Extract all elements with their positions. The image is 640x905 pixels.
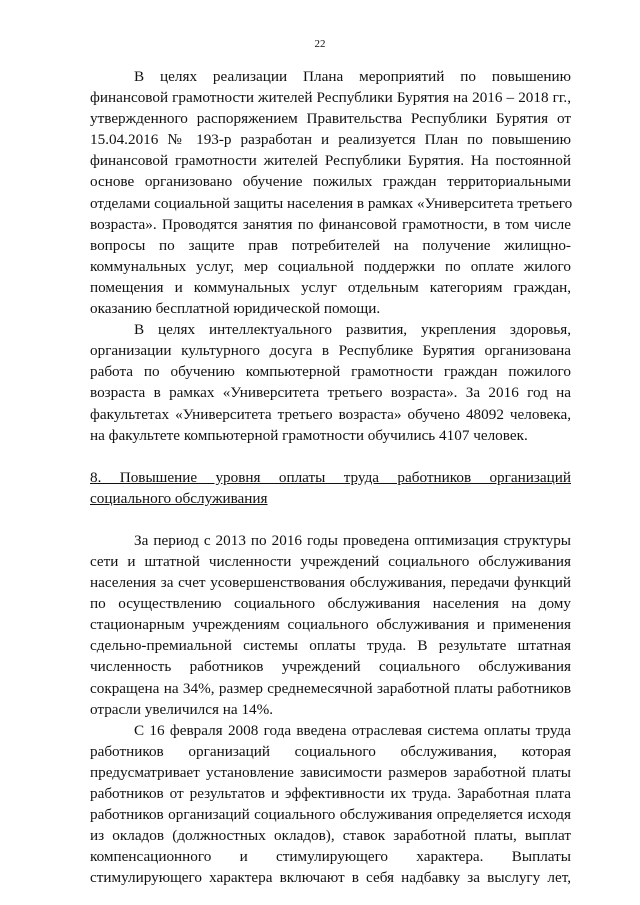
text-line: За период с 2013 по 2016 годы проведена оптимизация структуры: [134, 531, 571, 549]
page-number: 22: [314, 38, 326, 50]
text-line: из окладов (должностных окладов), ставок заработной платы, выплат: [90, 827, 571, 845]
text-line: В целях реализации Плана мероприятий по повышению: [134, 68, 571, 85]
text-line: коммунальных услуг, мер социальной поддержки по оплате жилого: [90, 257, 571, 275]
heading-line: 8. Повышение уровня оплаты труда работников организаций: [90, 468, 571, 486]
text-line: по осуществлению социального обслуживания населения на дому: [90, 595, 571, 613]
text-line: работников от результатов и эффективности их труда. Заработная плата: [90, 785, 571, 802]
text-line: компенсационного и стимулирующего характера. Выплаты: [90, 848, 571, 866]
paragraph-computer-literacy: [90, 319, 571, 446]
text-line: отделами социальной защиты населения в рамках «Университета третьего: [90, 194, 573, 212]
text-line: стационарным учреждениям социального обслуживания и применения: [90, 616, 571, 634]
paragraph-wage-system: [90, 720, 571, 889]
section-heading: [90, 467, 571, 509]
text-line: основе организовано обучение пожилых граждан территориальными: [90, 173, 571, 191]
text-line: факультетах «Университета третьего возраста» обучено 48092 человека,: [90, 405, 571, 423]
text-line: финансовой грамотности жителей Республики Бурятия. На постоянной: [90, 152, 571, 170]
text-line: С 16 февраля 2008 года введена отраслевая система оплаты труда: [134, 721, 571, 739]
text-line: сети и штатной численности учреждений социального обслуживания: [90, 552, 571, 570]
heading-line: социального обслуживания: [90, 489, 268, 507]
text-line: 15.04.2016 № 193-р разработан и реализуется План по повышению: [90, 131, 571, 149]
text-line: возраста». Проводятся занятия по финансовой грамотности, в том числе: [90, 215, 571, 233]
text-line: населения за счет усовершенствования обслуживания, передачи функций: [90, 574, 571, 592]
text-line: оказанию бесплатной юридической помощи.: [90, 300, 381, 318]
text-line: В целях интеллектуального развития, укрепления здоровья,: [134, 321, 571, 339]
document-body: [90, 66, 571, 888]
text-line: предусматривает установление зависимости размеров заработной платы: [90, 763, 571, 781]
text-line: организации культурного досуга в Республике Бурятия организована: [90, 342, 571, 360]
text-line: отрасли увеличился на 14%.: [90, 700, 274, 718]
paragraph-financial-literacy: [90, 66, 571, 319]
text-line: сдельно-премиальной системы оплаты труда. В результате штатная: [90, 637, 571, 655]
text-line: работа по обучению компьютерной грамотности граждан пожилого: [90, 363, 571, 381]
text-line: стимулирующего характера включают в себя надбавку за выслугу лет,: [90, 869, 571, 887]
text-line: вопросы по защите прав потребителей на получение жилищно-: [90, 236, 571, 254]
spacer: [90, 446, 571, 467]
text-line: сокращена на 34%, размер среднемесячной заработной платы работников: [90, 679, 571, 697]
text-line: финансовой грамотности жителей Республики Бурятия на 2016 – 2018 гг.,: [90, 89, 571, 107]
text-line: на факультете компьютерной грамотности обучились 4107 человек.: [90, 426, 528, 444]
text-line: помещения и коммунальных услуг отдельным категориям граждан,: [90, 278, 571, 296]
text-line: возраста в рамках «Университета третьего возраста». За 2016 год на: [90, 384, 571, 402]
text-line: численность работников учреждений социального обслуживания: [90, 658, 571, 676]
text-line: утвержденного распоряжением Правительства Республики Бурятия от: [90, 110, 571, 128]
text-line: работников организаций социального обслуживания, которая: [90, 742, 571, 760]
text-line: работников организаций социального обслуживания определяется исходя: [90, 806, 571, 824]
paragraph-optimization: [90, 530, 571, 720]
spacer: [90, 509, 571, 530]
